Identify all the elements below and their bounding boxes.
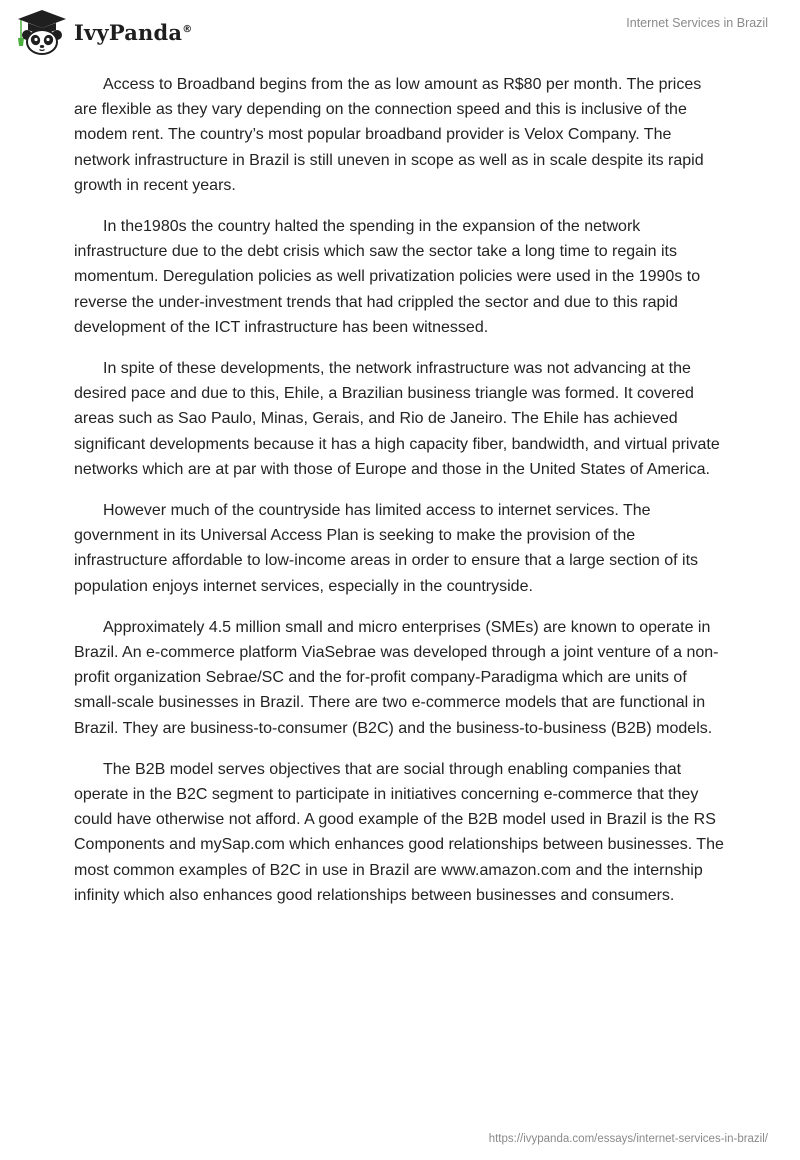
paragraph: In the1980s the country halted the spending in the expansion of the network infrastructure due to the debt crisis which saw the sector take a long time to regain its momentum. Deregulation policies as well privatization policies were used in the 1990s to reverse the under-investment trends that had crippled the sector and due to this rapid development of the ICT infrastructure has been witnessed. [74,218,701,336]
paragraph: Access to Broadband begins from the as low amount as R$80 per month. The prices are flexible as they vary depending on the connection speed and this is inclusive of the modem rent. The country’s most popular broadband provider is Velox Company. The network infrastructure in Brazil is still uneven in scope as well as in scale despite its rapid growth in recent years. [74,76,704,194]
document-title: Internet Services in Brazil [626,16,768,30]
paragraph: The B2B model serves objectives that are social through enabling companies that operate in the B2C segment to participate in initiatives concerning e-commerce that they could have otherwise not afford. A good example of the B2B model used in Brazil is the RS Components and mySap.com which enhances good relationships between businesses. The most common examples of B2C in use in Brazil are www.amazon.com and the internship infinity which also enhances good relationships between businesses and consumers. [74,760,724,904]
ivypanda-logo[interactable] [14,8,192,56]
paragraph: However much of the countryside has limited access to internet services. The government in its Universal Access Plan is seeking to make the provision of the infrastructure affordable to low-income areas in order to ensure that a large section of its population enjoys internet services, especially in the countryside. [74,502,699,595]
page-header [0,0,800,60]
paragraph: In spite of these developments, the network infrastructure was not advancing at the desired pace and due to this, Ehile, a Brazilian business triangle was formed. It covered areas such as Sao Paulo, Minas, Gerais, and Rio de Janeiro. The Ehile has achieved significant developments because it has a high capacity fiber, bandwidth, and virtual private networks which are at par with those of Europe and those in the United States of America. [74,360,720,478]
brand-name: IvyPanda® [74,19,193,45]
paragraph: Approximately 4.5 million small and micro enterprises (SMEs) are known to operate in Brazil. An e-commerce platform ViaSebrae was developed through a joint venture of a non-profit organization Sebrae/SC and the for-profit company-Paradigma which are units of small-scale businesses in Brazil. There are two e-commerce models that are functional in Brazil. They are business-to-consumer (B2C) and the business-to-business (B2B) models. [74,618,719,737]
essay-body [74,72,728,924]
source-url-link[interactable]: https://ivypanda.com/essays/internet-services-in-brazil/ [488,1133,768,1145]
panda-graduate-icon [14,8,70,56]
